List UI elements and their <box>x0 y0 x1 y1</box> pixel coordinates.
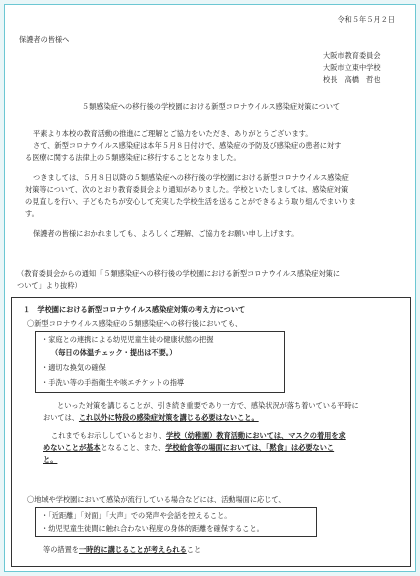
sender-principal: 校長 高橋 哲也 <box>323 75 381 84</box>
section-emphasis: と。 <box>43 455 58 464</box>
sender-org: 大阪市教育委員会 <box>323 51 381 60</box>
section-text: こと <box>186 545 202 554</box>
body-paragraph-3-line: の見直しを行い、子どもたちが安心して充実した学校生活を送ることができるよう取り組んでまいりま <box>25 197 356 206</box>
measure-item: ・幼児児童生徒間に触れ合わない程度の身体的距離を確保すること。 <box>41 524 264 533</box>
body-paragraph-2-line: さて、新型コロナウイルス感染症は本年５月８日付けで、感染症の予防及び感染症の患者に対す <box>33 141 342 150</box>
section-text: おいては、 <box>43 413 79 422</box>
section-emphasis: 学校給食等の場面においては、「黙食」は必要ないこ <box>165 443 335 452</box>
measure-item: ・適切な換気の確保 <box>41 363 106 372</box>
measure-item: ・手洗い等の手指衛生や咳エチケットの指導 <box>41 378 185 387</box>
body-paragraph-3-line: 対策等について、次のとおり教育委員会より通知がありました。学校といたしましては、感染症対策 <box>25 185 349 194</box>
body-paragraph-3-line: す。 <box>25 209 39 218</box>
section-heading: １ 学校園における新型コロナウイルス感染症対策の考え方について <box>23 305 246 314</box>
section-text-line <box>43 443 334 452</box>
body-paragraph-1: 平素より本校の教育活動の推進にご理解とご協力をいただき、ありがとうございます。 <box>33 129 313 138</box>
section-emphasis: 一時的に講じることが考えられる <box>78 545 187 554</box>
addressee: 保護者の皆様へ <box>19 35 70 44</box>
section-text-line <box>43 413 259 422</box>
measure-note: （毎日の体温チェック・提出は不要。） <box>51 348 177 357</box>
body-paragraph-4: 保護者の皆様におかれましても、よろしくご理解、ご協力をお願い申し上げます。 <box>33 229 299 238</box>
section-emphasis: これ以外に特段の感染症対策を講じる必要はないこと。 <box>78 413 259 422</box>
section-emphasis: めないことが基本 <box>43 443 101 452</box>
section-emphasis: 学校（幼稚園）教育活動においては、マスクの着用を求 <box>166 431 346 440</box>
document-date: 令和５年５月２日 <box>337 15 395 24</box>
document-page <box>4 4 416 572</box>
body-paragraph-3-line: つきましては、５月８日以降の５類感染症への移行後の学校園における新型コロナウイルス感染症 <box>33 173 349 182</box>
document-title: ５類感染症への移行後の学校園における新型コロナウイルス感染症対策について <box>81 102 341 111</box>
section-text: これまでもお示ししているとおり、 <box>51 431 167 440</box>
body-paragraph-2-line: る医療に関する法律上の５類感染症に移行することとなりました。 <box>25 153 241 162</box>
section-text: 等の措置を <box>43 545 79 554</box>
sender-school: 大阪市立東中学校 <box>323 63 381 72</box>
section-text-line <box>51 431 346 440</box>
measure-item: ・「近距離」「対面」「大声」での発声や会話を控えること。 <box>41 511 232 520</box>
section-text: となること、また、 <box>100 443 166 452</box>
excerpt-note-line: （教育委員会からの通知「５類感染症への移行後の学校園における新型コロナウイルス感染症対策に <box>17 269 341 278</box>
measure-item: ・家庭との連携による幼児児童生徒の健康状態の把握 <box>41 335 214 344</box>
section-text-line <box>43 545 201 554</box>
section-text-line: といった対策を講じることが、引き続き重要であり一方で、感染状況が落ち着いている平時に <box>57 401 359 410</box>
excerpt-note-line: ついて」より抜粋） <box>17 281 82 290</box>
section-lead: 〇新型コロナウイルス感染症の５類感染症への移行後においても、 <box>27 319 243 328</box>
section-lead-2: 〇地域や学校園において感染が流行している場合などには、活動場面に応じて、 <box>27 495 286 504</box>
